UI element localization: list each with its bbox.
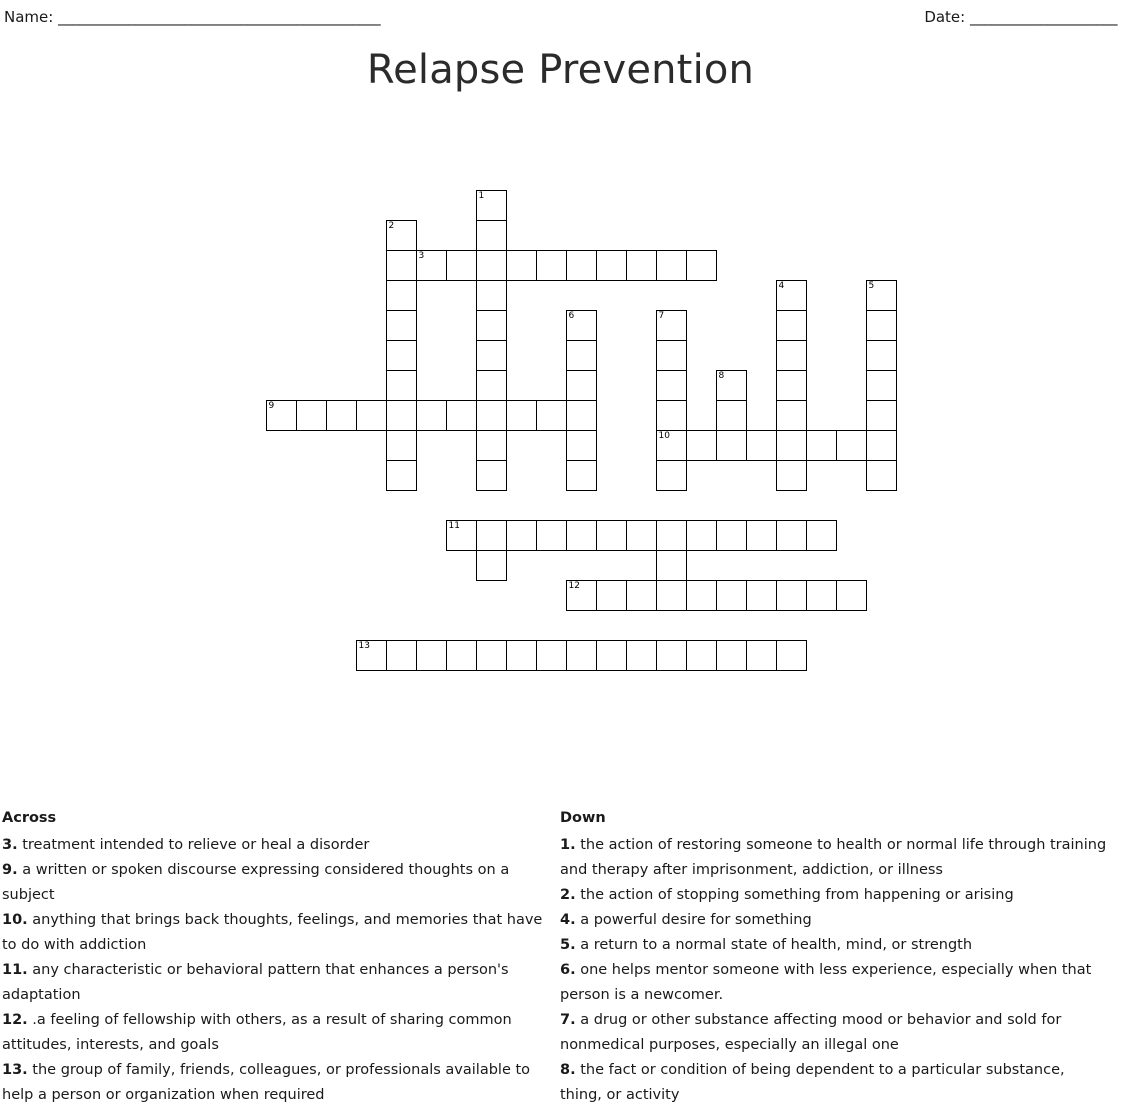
clue-number: 1. (560, 837, 576, 853)
grid-cell[interactable] (266, 400, 297, 431)
clue-text: treatment intended to relieve or heal a disorder (17, 837, 370, 853)
grid-cell[interactable] (776, 430, 807, 461)
grid-cell-number: 11 (448, 521, 460, 531)
clue-text: one helps mentor someone with less experience, especially when that person is a newcomer. (560, 962, 1092, 1003)
grid-cell-number: 5 (868, 281, 875, 291)
clue-text: a powerful desire for something (575, 912, 812, 928)
clue-item (560, 883, 1110, 908)
clue-text: anything that brings back thoughts, feelings, and memories that have to do with addiction (2, 912, 543, 953)
grid-cell[interactable] (776, 340, 807, 371)
grid-cell[interactable] (716, 400, 747, 431)
grid-cell[interactable] (476, 280, 507, 311)
grid-cell[interactable] (416, 640, 447, 671)
grid-cell[interactable] (656, 250, 687, 281)
grid-cell[interactable] (776, 310, 807, 341)
grid-cell[interactable] (566, 370, 597, 401)
grid-cell[interactable] (476, 400, 507, 431)
grid-cell[interactable] (566, 400, 597, 431)
grid-cell[interactable] (566, 640, 597, 671)
grid-cell[interactable] (686, 430, 717, 461)
grid-cell[interactable] (716, 370, 747, 401)
grid-cell[interactable] (656, 370, 687, 401)
grid-cell[interactable] (626, 250, 657, 281)
across-clues-column (2, 806, 552, 1108)
grid-cell[interactable] (716, 580, 747, 611)
name-label: Name: (4, 8, 59, 26)
grid-cell[interactable] (416, 250, 447, 281)
clue-number: 13. (2, 1062, 28, 1078)
clue-number: 10. (2, 912, 28, 928)
grid-cell[interactable] (536, 640, 567, 671)
clue-number: 4. (560, 912, 576, 928)
grid-cell[interactable] (386, 220, 417, 251)
grid-cell[interactable] (386, 430, 417, 461)
grid-cell[interactable] (716, 640, 747, 671)
grid-cell[interactable] (656, 520, 687, 551)
grid-cell[interactable] (626, 520, 657, 551)
grid-cell[interactable] (476, 250, 507, 281)
clue-item (2, 833, 552, 858)
clue-item (2, 858, 552, 908)
grid-cell[interactable] (356, 640, 387, 671)
grid-cell[interactable] (506, 520, 537, 551)
grid-cell[interactable] (386, 250, 417, 281)
grid-cell-number: 6 (568, 311, 575, 321)
clue-item (2, 1008, 552, 1058)
grid-cell[interactable] (716, 520, 747, 551)
grid-cell[interactable] (656, 640, 687, 671)
grid-cell[interactable] (446, 250, 477, 281)
grid-cell[interactable] (776, 460, 807, 491)
grid-cell[interactable] (656, 400, 687, 431)
clue-number: 5. (560, 937, 576, 953)
grid-cell[interactable] (446, 640, 477, 671)
grid-cell[interactable] (686, 580, 717, 611)
grid-cell[interactable] (866, 430, 897, 461)
clue-item (560, 1058, 1110, 1108)
grid-cell[interactable] (296, 400, 327, 431)
grid-cell[interactable] (386, 280, 417, 311)
grid-cell[interactable] (536, 400, 567, 431)
clue-item (2, 908, 552, 958)
grid-cell[interactable] (476, 520, 507, 551)
grid-cell-number: 12 (568, 581, 580, 591)
grid-cell[interactable] (566, 580, 597, 611)
down-clue-list (560, 833, 1110, 1108)
clue-item (2, 1058, 552, 1108)
clue-item (2, 958, 552, 1008)
grid-cell[interactable] (776, 370, 807, 401)
clue-number: 8. (560, 1062, 576, 1078)
clue-item (560, 933, 1110, 958)
grid-cell[interactable] (506, 640, 537, 671)
grid-cell[interactable] (806, 430, 837, 461)
down-clues-column (560, 806, 1110, 1108)
grid-cell[interactable] (536, 520, 567, 551)
grid-cell[interactable] (686, 640, 717, 671)
grid-cell[interactable] (506, 400, 537, 431)
grid-cell[interactable] (656, 430, 687, 461)
clue-number: 9. (2, 862, 18, 878)
grid-cell[interactable] (386, 400, 417, 431)
name-write-line: ______________________________________________ (58, 8, 381, 26)
grid-cell-number: 13 (358, 641, 370, 651)
clue-text: a written or spoken discourse expressing considered thoughts on a subject (2, 862, 510, 903)
grid-cell[interactable] (476, 640, 507, 671)
grid-cell[interactable] (746, 430, 777, 461)
grid-cell[interactable] (386, 640, 417, 671)
grid-cell-number: 2 (388, 221, 395, 231)
grid-cell[interactable] (566, 250, 597, 281)
grid-cell[interactable] (566, 310, 597, 341)
grid-cell[interactable] (656, 550, 687, 581)
grid-cell[interactable] (776, 580, 807, 611)
clue-item (560, 833, 1110, 883)
grid-cell-number: 3 (418, 251, 425, 261)
grid-cell[interactable] (746, 640, 777, 671)
grid-cell[interactable] (596, 250, 627, 281)
grid-cell[interactable] (386, 370, 417, 401)
grid-cell[interactable] (656, 310, 687, 341)
grid-cell[interactable] (566, 520, 597, 551)
grid-cell[interactable] (326, 400, 357, 431)
grid-cell[interactable] (476, 370, 507, 401)
across-clue-list (2, 833, 552, 1108)
grid-cell[interactable] (626, 640, 657, 671)
grid-cell[interactable] (596, 580, 627, 611)
grid-cell[interactable] (806, 580, 837, 611)
grid-cell[interactable] (866, 340, 897, 371)
grid-cell[interactable] (866, 400, 897, 431)
grid-cell[interactable] (476, 460, 507, 491)
grid-cell[interactable] (656, 460, 687, 491)
grid-cell[interactable] (686, 250, 717, 281)
clue-number: 6. (560, 962, 576, 978)
across-heading: Across (2, 810, 57, 826)
grid-cell[interactable] (446, 400, 477, 431)
grid-cell[interactable] (476, 220, 507, 251)
grid-cell[interactable] (836, 430, 867, 461)
grid-cell[interactable] (566, 430, 597, 461)
date-write-line: _____________________ (970, 8, 1117, 26)
grid-cell[interactable] (386, 460, 417, 491)
clue-number: 3. (2, 837, 18, 853)
date-label: Date: (924, 8, 970, 26)
clue-item (560, 908, 1110, 933)
grid-cell[interactable] (566, 460, 597, 491)
grid-cell-number: 4 (778, 281, 785, 291)
clue-text: the group of family, friends, colleagues, or professionals available to help a person or organization when required (2, 1062, 531, 1103)
grid-cell[interactable] (866, 280, 897, 311)
grid-cell[interactable] (746, 520, 777, 551)
grid-cell[interactable] (746, 580, 777, 611)
grid-cell[interactable] (476, 430, 507, 461)
grid-cell[interactable] (446, 520, 477, 551)
grid-cell[interactable] (356, 400, 387, 431)
clue-text: any characteristic or behavioral pattern that enhances a person's adaptation (2, 962, 509, 1003)
clue-text: a drug or other substance affecting mood or behavior and sold for nonmedical purposes, especially an illegal one (560, 1012, 1062, 1053)
grid-cell[interactable] (866, 370, 897, 401)
grid-cell[interactable] (596, 520, 627, 551)
grid-cell[interactable] (596, 640, 627, 671)
grid-cell[interactable] (626, 580, 657, 611)
grid-cell[interactable] (866, 310, 897, 341)
grid-cell[interactable] (776, 400, 807, 431)
down-heading: Down (560, 810, 606, 826)
clue-text: the action of restoring someone to health or normal life through training and therapy after imprisonment, addiction, or illness (560, 837, 1107, 878)
grid-cell[interactable] (386, 310, 417, 341)
grid-cell[interactable] (716, 430, 747, 461)
grid-cell-number: 1 (478, 191, 485, 201)
clue-number: 11. (2, 962, 28, 978)
clue-number: 2. (560, 887, 576, 903)
grid-cell-number: 10 (658, 431, 670, 441)
grid-cell[interactable] (536, 250, 567, 281)
grid-cell[interactable] (476, 340, 507, 371)
grid-cell[interactable] (506, 250, 537, 281)
grid-cell[interactable] (416, 400, 447, 431)
grid-cell-number: 9 (268, 401, 275, 411)
grid-cell[interactable] (776, 280, 807, 311)
clue-number: 12. (2, 1012, 28, 1028)
grid-cell[interactable] (566, 340, 597, 371)
clue-text: .a feeling of fellowship with others, as a result of sharing common attitudes, interests, and goals (2, 1012, 512, 1053)
grid-cell[interactable] (686, 520, 717, 551)
grid-cell[interactable] (476, 190, 507, 221)
grid-cell[interactable] (656, 340, 687, 371)
clue-item (560, 1008, 1110, 1058)
grid-cell-number: 8 (718, 371, 725, 381)
clue-text: a return to a normal state of health, mind, or strength (575, 937, 973, 953)
clue-item (560, 958, 1110, 1008)
grid-cell[interactable] (866, 460, 897, 491)
grid-cell[interactable] (806, 520, 837, 551)
page-title: Relapse Prevention (366, 47, 755, 93)
grid-cell[interactable] (836, 580, 867, 611)
clue-text: the action of stopping something from happening or arising (575, 887, 1014, 903)
grid-cell[interactable] (776, 640, 807, 671)
clue-number: 7. (560, 1012, 576, 1028)
clue-text: the fact or condition of being dependent to a particular substance, thing, or activity (560, 1062, 1065, 1103)
grid-cell[interactable] (476, 550, 507, 581)
grid-cell[interactable] (386, 340, 417, 371)
grid-cell[interactable] (656, 580, 687, 611)
grid-cell[interactable] (776, 520, 807, 551)
grid-cell[interactable] (476, 310, 507, 341)
grid-cell-number: 7 (658, 311, 665, 321)
